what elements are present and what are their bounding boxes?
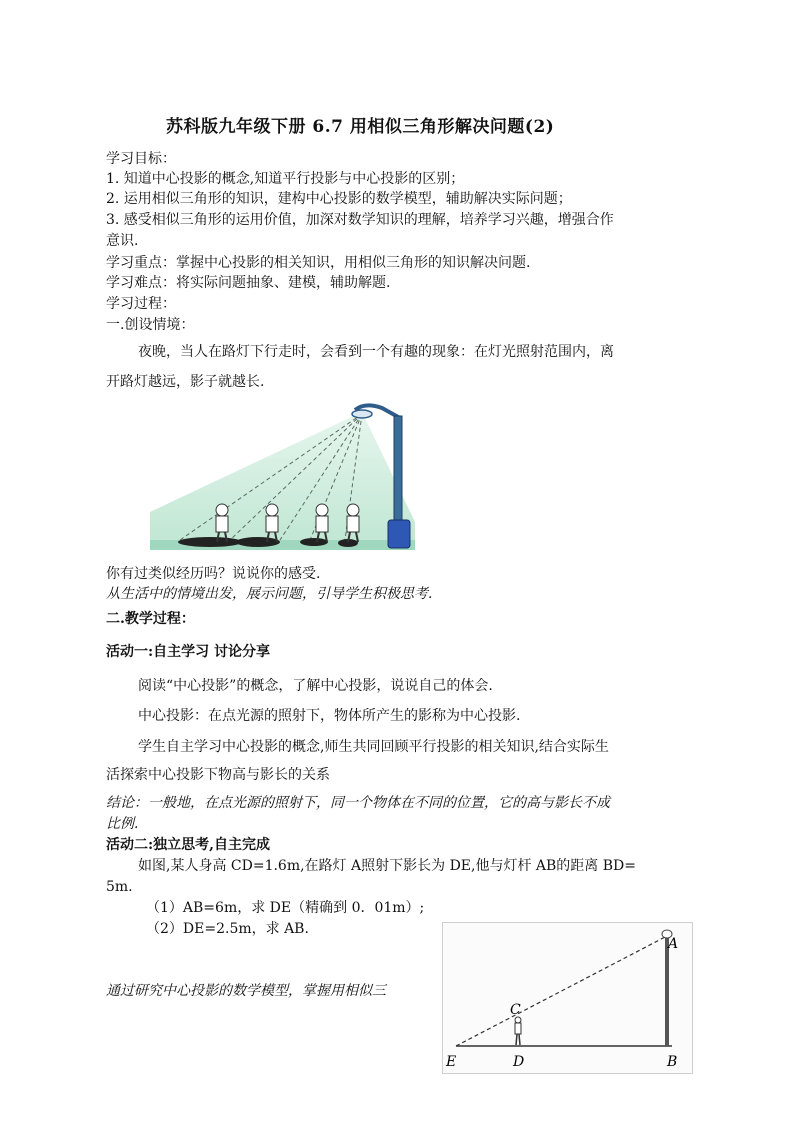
label-E: E — [446, 1054, 457, 1070]
label-A: A — [668, 936, 679, 952]
objective-item-2: 2. 运用相似三角形的知识，建构中心投影的数学模型，辅助解决实际问题； — [106, 191, 572, 207]
activity2-heading: 活动二:独立思考,自主完成 — [106, 837, 271, 853]
section1-question: 你有过类似经历吗？说说你的感受. — [106, 566, 321, 582]
section1-paragraph-line2: 开路灯越远，影子就越长. — [106, 374, 265, 390]
light-cone — [150, 412, 415, 550]
label-D: D — [513, 1054, 525, 1070]
objective-item-3: 3. 感受相似三角形的运用价值，加深对数学知识的理解，培养学习兴趣，增强合作 — [106, 212, 614, 228]
conclusion-line1: 结论：一般地，在点光源的照射下，同一个物体在不同的位置，它的高与影长不成 — [106, 795, 610, 811]
key-point: 学习重点：掌握中心投影的相关知识，用相似三角形的知识解决问题. — [106, 255, 531, 271]
activity1-line2: 中心投影：在点光源的照射下，物体所产生的影称为中心投影. — [138, 708, 521, 724]
street-lamp-illustration — [150, 402, 430, 552]
objective-item-1: 1. 知道中心投影的概念,知道平行投影与中心投影的区别； — [106, 171, 465, 187]
process-heading: 学习过程： — [106, 296, 176, 312]
section1-note: 从生活中的情境出发，展示问题，引导学生积极思考. — [106, 586, 433, 602]
activity1-line4: 活探索中心投影下物高与影长的关系 — [106, 767, 330, 783]
activity1-heading: 活动一:自主学习 讨论分享 — [106, 644, 271, 660]
conclusion-line2: 比例. — [106, 816, 139, 832]
activity1-line3: 学生自主学习中心投影的概念,师生共同回顾平行投影的相关知识,结合实际生 — [138, 739, 609, 755]
problem-line2: 5m. — [106, 879, 133, 895]
section2-heading: 二.教学过程： — [106, 611, 195, 627]
objectives-heading: 学习目标： — [106, 151, 176, 167]
label-C: C — [510, 1002, 521, 1018]
geometry-diagram — [442, 922, 693, 1074]
label-B: B — [667, 1054, 678, 1070]
activity1-line1: 阅读“中心投影”的概念，了解中心投影，说说自己的体会. — [138, 678, 493, 694]
difficult-point: 学习难点：将实际问题抽象、建模，辅助解题. — [106, 275, 391, 291]
page-title: 苏科版九年级下册 6.7 用相似三角形解决问题(2) — [166, 117, 555, 137]
problem-line1: 如图,某人身高 CD=1.6m,在路灯 A照射下影长为 DE,他与灯杆 AB的距离 BD= — [138, 858, 637, 874]
problem-q1: （1）AB=6m，求 DE（精确到 0．01m）; — [146, 900, 425, 916]
problem-q2: （2）DE=2.5m，求 AB. — [146, 921, 309, 937]
diagram-frame — [443, 923, 693, 1074]
activity2-note: 通过研究中心投影的数学模型，掌握用相似三 — [106, 983, 386, 999]
objective-item-3-cont: 意识. — [106, 233, 139, 249]
section1-heading: 一.创设情境： — [106, 317, 195, 333]
section1-paragraph-line1: 夜晚，当人在路灯下行走时，会看到一个有趣的现象：在灯光照射范围内，离 — [138, 344, 614, 360]
